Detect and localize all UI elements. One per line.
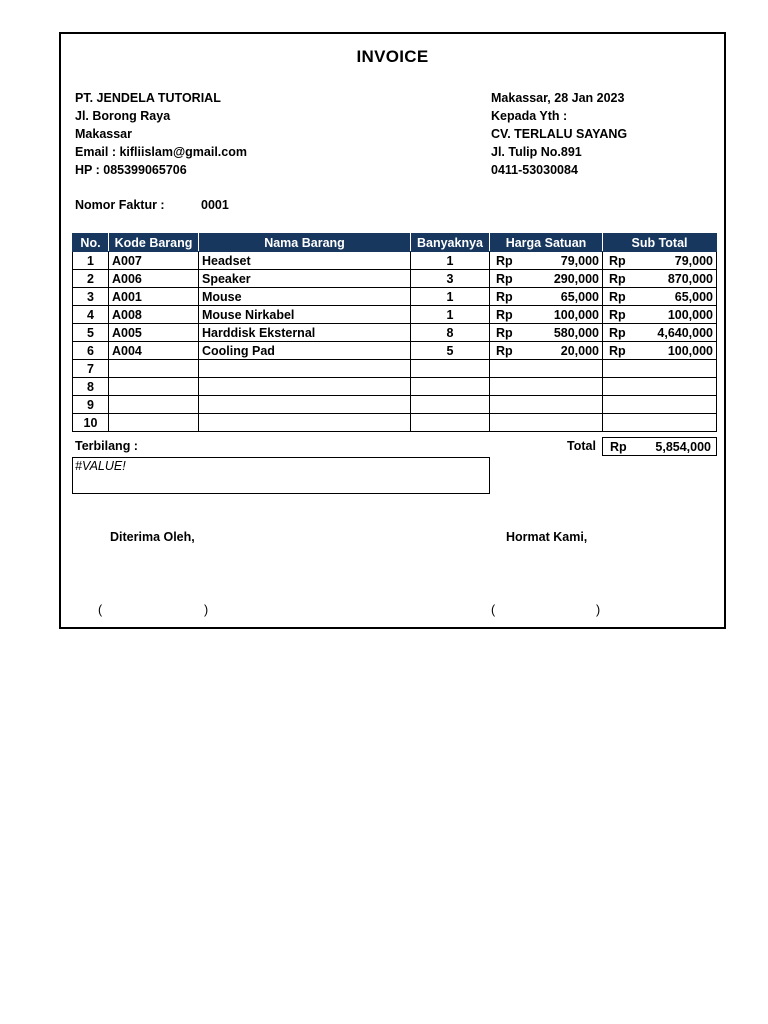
invoice-number-value: 0001 <box>201 198 229 212</box>
cell-subtotal <box>603 378 717 396</box>
right-signature-paren-close: ) <box>596 603 601 617</box>
seller-phone: HP : 085399065706 <box>75 163 187 177</box>
cell-nama <box>199 378 411 396</box>
cell-kode <box>109 378 199 396</box>
buyer-name: CV. TERLALU SAYANG <box>491 127 628 141</box>
cell-nama <box>199 396 411 414</box>
cell-kode: A008 <box>109 306 199 324</box>
currency-label: Rp <box>496 289 513 304</box>
cell-kode: A005 <box>109 324 199 342</box>
cell-nama: Cooling Pad <box>199 342 411 360</box>
cell-kode <box>109 414 199 432</box>
buyer-info <box>491 89 627 179</box>
table-row <box>73 306 717 324</box>
table-row <box>73 288 717 306</box>
table-row <box>73 324 717 342</box>
unit-price: 100,000 <box>553 307 599 322</box>
cell-kode: A001 <box>109 288 199 306</box>
unit-price: 20,000 <box>560 343 599 358</box>
subtotal-value: 4,640,000 <box>657 325 713 340</box>
currency-label: Rp <box>609 271 626 286</box>
header-nama-barang: Nama Barang <box>199 234 411 252</box>
subtotal-value: 870,000 <box>667 271 713 286</box>
total-box <box>602 437 717 456</box>
currency-label: Rp <box>609 253 626 268</box>
cell-subtotal <box>603 414 717 432</box>
cell-qty: 1 <box>411 306 490 324</box>
cell-qty: 1 <box>411 252 490 270</box>
buyer-street: Jl. Tulip No.891 <box>491 145 582 159</box>
header-sub-total: Sub Total <box>603 234 717 252</box>
received-by-label: Diterima Oleh, <box>110 530 195 544</box>
unit-price: 79,000 <box>560 253 599 268</box>
cell-harga <box>490 306 603 324</box>
table-row <box>73 252 717 270</box>
terbilang-value: #VALUE! <box>72 457 490 494</box>
subtotal-value: 100,000 <box>667 307 713 322</box>
cell-kode <box>109 396 199 414</box>
regards-label: Hormat Kami, <box>506 530 588 544</box>
cell-nama: Headset <box>199 252 411 270</box>
cell-no: 10 <box>73 414 109 432</box>
seller-street: Jl. Borong Raya <box>75 109 171 123</box>
cell-kode: A007 <box>109 252 199 270</box>
table-row <box>73 414 717 432</box>
cell-subtotal <box>603 342 717 360</box>
cell-subtotal <box>603 270 717 288</box>
cell-subtotal <box>603 252 717 270</box>
cell-nama <box>199 360 411 378</box>
cell-kode: A004 <box>109 342 199 360</box>
cell-qty <box>411 396 490 414</box>
cell-harga <box>490 324 603 342</box>
invoice-number-label: Nomor Faktur : <box>75 198 165 212</box>
table-row <box>73 396 717 414</box>
cell-no: 9 <box>73 396 109 414</box>
cell-no: 3 <box>73 288 109 306</box>
seller-email: Email : kifliislam@gmail.com <box>75 145 247 159</box>
currency-label: Rp <box>496 343 513 358</box>
table-header-row <box>73 234 717 252</box>
invoice-sheet <box>59 32 726 629</box>
cell-nama <box>199 414 411 432</box>
recipient-label: Kepada Yth : <box>491 109 568 123</box>
unit-price: 290,000 <box>553 271 599 286</box>
table-row <box>73 270 717 288</box>
cell-qty <box>411 378 490 396</box>
cell-qty <box>411 414 490 432</box>
cell-harga <box>490 270 603 288</box>
header-no: No. <box>73 234 109 252</box>
cell-qty: 5 <box>411 342 490 360</box>
terbilang-label: Terbilang : <box>75 439 138 453</box>
total-currency: Rp <box>610 439 627 454</box>
total-value: 5,854,000 <box>655 439 711 454</box>
cell-subtotal <box>603 396 717 414</box>
currency-label: Rp <box>609 289 626 304</box>
cell-nama: Speaker <box>199 270 411 288</box>
currency-label: Rp <box>609 325 626 340</box>
seller-city: Makassar <box>75 127 132 141</box>
invoice-number <box>75 198 229 212</box>
unit-price: 65,000 <box>560 289 599 304</box>
cell-nama: Mouse <box>199 288 411 306</box>
items-table <box>72 233 717 432</box>
currency-label: Rp <box>609 343 626 358</box>
cell-subtotal <box>603 324 717 342</box>
total-label: Total <box>567 439 596 453</box>
table-row <box>73 378 717 396</box>
cell-no: 8 <box>73 378 109 396</box>
header-kode-barang: Kode Barang <box>109 234 199 252</box>
left-signature-paren-open: ( <box>98 603 103 617</box>
invoice-title: INVOICE <box>356 47 429 66</box>
cell-no: 7 <box>73 360 109 378</box>
cell-no: 6 <box>73 342 109 360</box>
cell-subtotal <box>603 360 717 378</box>
left-signature-paren-close: ) <box>204 603 209 617</box>
currency-label: Rp <box>496 307 513 322</box>
cell-harga <box>490 378 603 396</box>
cell-no: 5 <box>73 324 109 342</box>
cell-qty: 8 <box>411 324 490 342</box>
cell-no: 1 <box>73 252 109 270</box>
cell-nama: Harddisk Eksternal <box>199 324 411 342</box>
right-signature-paren-open: ( <box>491 603 496 617</box>
cell-subtotal <box>603 288 717 306</box>
buyer-phone: 0411-53030084 <box>491 163 578 177</box>
currency-label: Rp <box>496 325 513 340</box>
header-banyaknya: Banyaknya <box>411 234 490 252</box>
cell-subtotal <box>603 306 717 324</box>
cell-kode: A006 <box>109 270 199 288</box>
seller-info <box>75 89 247 179</box>
cell-qty: 3 <box>411 270 490 288</box>
cell-harga <box>490 288 603 306</box>
cell-no: 2 <box>73 270 109 288</box>
cell-qty: 1 <box>411 288 490 306</box>
cell-harga <box>490 360 603 378</box>
cell-harga <box>490 414 603 432</box>
subtotal-value: 65,000 <box>674 289 713 304</box>
invoice-date: Makassar, 28 Jan 2023 <box>491 91 625 105</box>
seller-name: PT. JENDELA TUTORIAL <box>75 91 221 105</box>
cell-harga <box>490 396 603 414</box>
currency-label: Rp <box>496 271 513 286</box>
currency-label: Rp <box>496 253 513 268</box>
unit-price: 580,000 <box>553 325 599 340</box>
table-row <box>73 360 717 378</box>
cell-harga <box>490 342 603 360</box>
cell-qty <box>411 360 490 378</box>
items-body <box>73 252 717 432</box>
table-row <box>73 342 717 360</box>
currency-label: Rp <box>609 307 626 322</box>
subtotal-value: 79,000 <box>674 253 713 268</box>
cell-kode <box>109 360 199 378</box>
header-harga-satuan: Harga Satuan <box>490 234 603 252</box>
cell-harga <box>490 252 603 270</box>
subtotal-value: 100,000 <box>667 343 713 358</box>
cell-nama: Mouse Nirkabel <box>199 306 411 324</box>
cell-no: 4 <box>73 306 109 324</box>
